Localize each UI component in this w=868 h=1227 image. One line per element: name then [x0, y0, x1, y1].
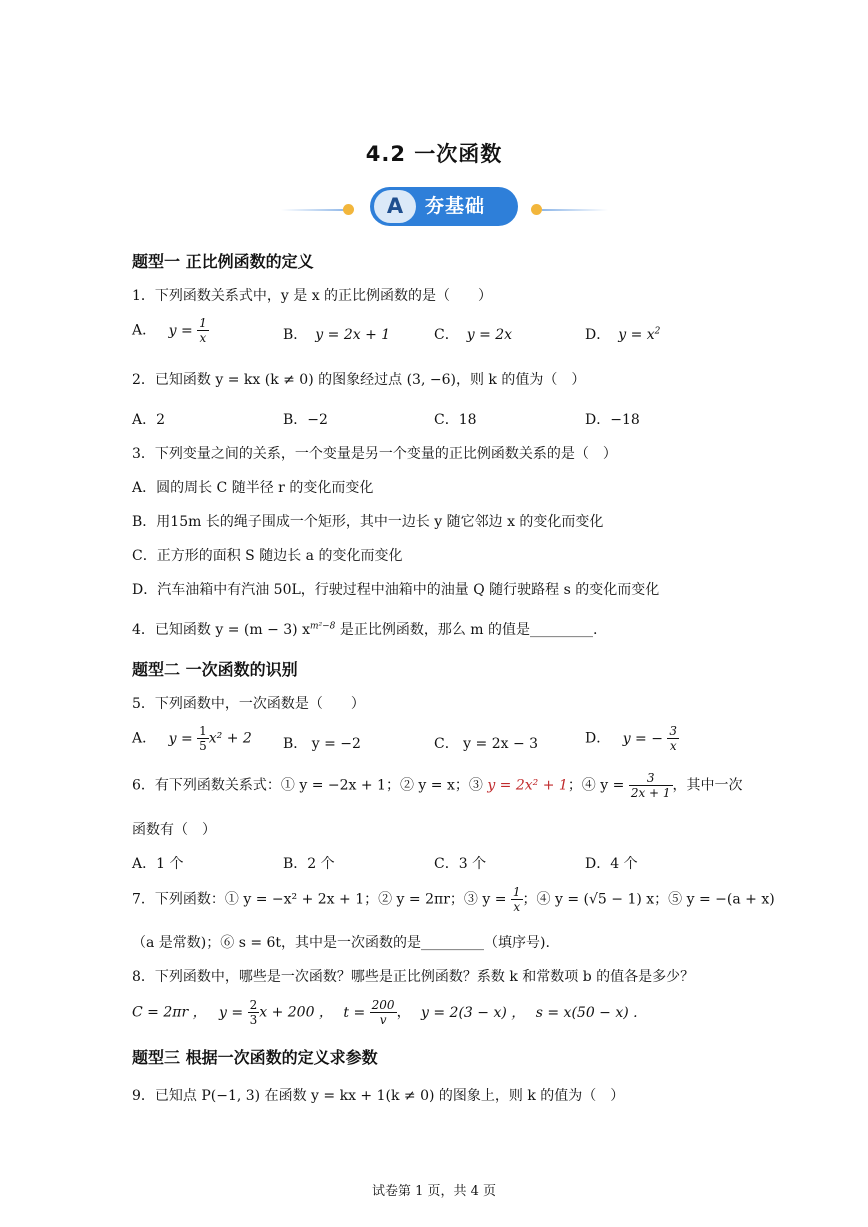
banner-label: 夯基础: [425, 195, 486, 217]
question-7: 7．下列函数：① y = −x² + 2x + 1；② y = 2πr；③ y = $\frac{1}{x}$ ；④ y = (√5 − 1) x；⑤ y = −(a + x): [132, 885, 775, 914]
page-title: 4.2 一次函数: [365, 142, 503, 166]
section-heading-1: 题型一 正比例函数的定义: [132, 252, 314, 271]
question-1: 1．下列函数关系式中，y 是 x 的正比例函数的是（ ）: [132, 288, 493, 304]
q2-option-d: D．−18: [585, 412, 640, 428]
q3-option-b: B．用15m 长的绳子围成一个矩形，其中一边长 y 随它邻边 x 的变化而变化: [132, 514, 604, 530]
q6-option-d: D．4 个: [585, 856, 638, 872]
page-footer: 试卷第 1 页，共 4 页: [371, 1184, 497, 1199]
question-8: 8．下列函数中，哪些是一次函数？哪些是正比例函数？系数 k 和常数项 b 的值各是多少？: [132, 969, 695, 985]
q2-option-c: C．18: [434, 412, 477, 428]
q2-option-a: A．2: [132, 412, 166, 428]
q1-option-a: A． y = $\frac{1}{x}$: [132, 316, 207, 345]
q5-option-c: C． y = 2x − 3: [434, 736, 539, 752]
q3-option-c: C．正方形的面积 S 随边长 a 的变化而变化: [132, 548, 403, 564]
question-6-line2: 函数有（ ）: [132, 822, 216, 838]
section-heading-3: 题型三 根据一次函数的定义求参数: [132, 1048, 378, 1067]
question-6: 6．有下列函数关系式：① y = −2x + 1；② y = x；③ y = 2x² + 1；④ y = $\frac{3}{2x + 1}$ ，其中一次: [132, 771, 743, 800]
q1-option-a-label: A．: [132, 322, 157, 339]
question-2: 2．已知函数 y = kx (k ≠ 0) 的图象经过点 (3, −6)，则 k 的值为（ ）: [132, 372, 586, 388]
q6-option-a: A．1 个: [132, 856, 184, 872]
banner-line-right: [542, 209, 608, 211]
banner-badge: A: [374, 190, 416, 223]
banner-dot-right: [531, 204, 542, 215]
q1-option-c: C． y = 2x: [434, 327, 513, 343]
question-7-line2: （a 是常数)；⑥ s = 6t，其中是一次函数的是_________（填序号).: [132, 935, 550, 951]
section-heading-2: 题型二 一次函数的识别: [132, 660, 298, 679]
question-4: 4．已知函数 y = (m − 3) $x^{m^2-8}$ 是正比例函数，那么 m 的值是_________.: [132, 621, 598, 638]
fraction: $\frac{1}{x}$: [512, 885, 521, 914]
fraction: $\frac{3}{x}$: [669, 724, 678, 753]
q3-option-a: A．圆的周长 C 随半径 r 的变化而变化: [132, 480, 374, 496]
question-5: 5．下列函数中，一次函数是（ ）: [132, 696, 365, 712]
fraction: $\frac{1}{x}$: [199, 316, 207, 345]
q1-option-d: D． $y = x^2$: [585, 326, 661, 343]
q3-option-d: D．汽车油箱中有汽油 50L，行驶过程中油箱中的油量 Q 随行驶路程 s 的变化而变化: [132, 582, 660, 598]
q1-option-b: B． y = 2x + 1: [283, 327, 391, 343]
question-3: 3．下列变量之间的关系，一个变量是另一个变量的正比例函数关系的是（ ）: [132, 446, 617, 462]
question-8-formulas: C = 2πr ， y = $\frac{2}{3}$ x + 200 ， t = $\frac{200}{v}$ ， y = 2(3 − x) ， s = x(50 − x) .: [132, 998, 638, 1027]
q5-option-a: A． y = $\frac{1}{5}$ x² + 2: [132, 724, 252, 753]
q6-option-b: B．2 个: [283, 856, 335, 872]
q5-option-b: B． y = −2: [283, 736, 361, 752]
fraction: $\frac{200}{v}$: [371, 998, 395, 1027]
q5-option-d: D． y = − $\frac{3}{x}$: [585, 724, 678, 753]
banner-line-left: [281, 209, 347, 211]
question-9: 9．已知点 P(−1, 3) 在函数 y = kx + 1(k ≠ 0) 的图象上，则 k 的值为（ ）: [132, 1088, 625, 1104]
fraction: $\frac{2}{3}$: [249, 998, 258, 1027]
fraction: $\frac{1}{5}$: [199, 724, 207, 753]
fraction: $\frac{3}{2x + 1}$: [630, 771, 671, 800]
banner-dot-left: [343, 204, 354, 215]
highlighted-formula: y = 2x² + 1: [487, 777, 568, 794]
q2-option-b: B．−2: [283, 412, 328, 428]
q6-option-c: C．3 个: [434, 856, 487, 872]
